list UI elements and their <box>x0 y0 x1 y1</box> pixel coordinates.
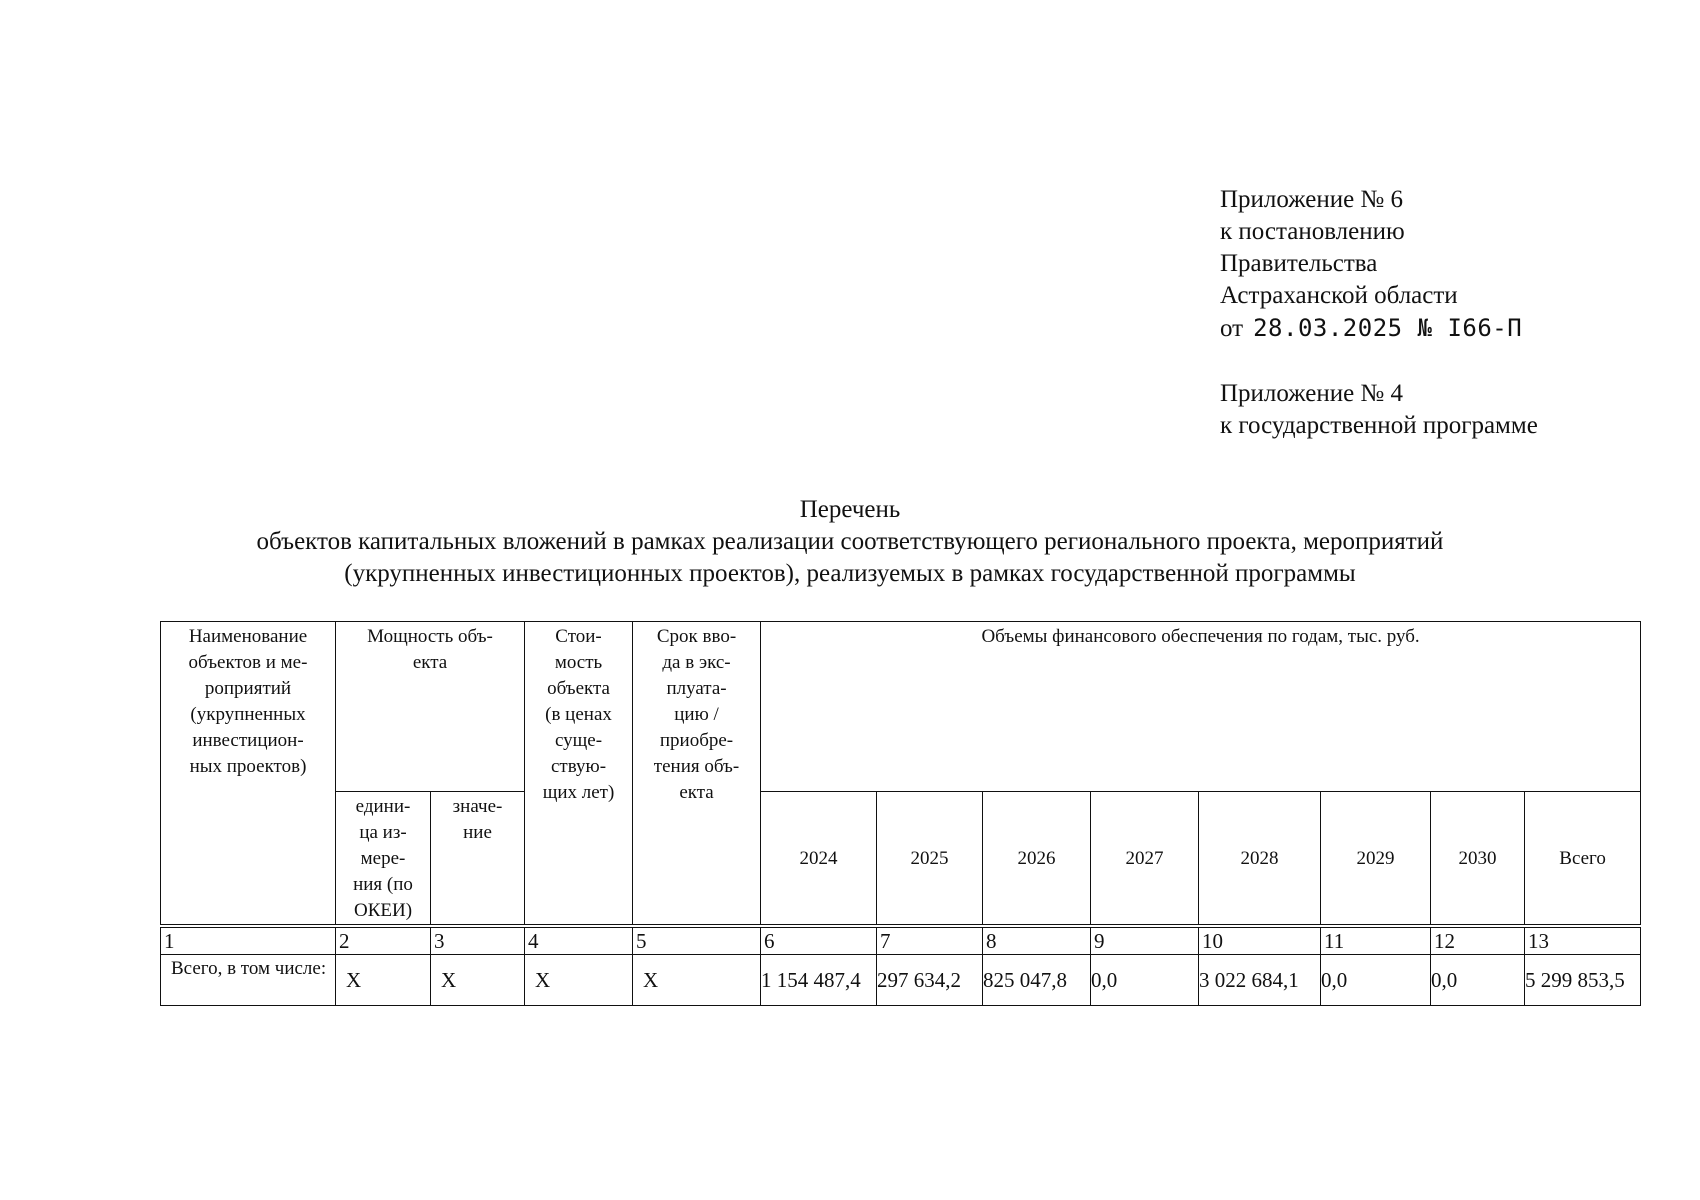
column-number: 12 <box>1431 928 1525 955</box>
header-name-line: (укрупненных <box>190 704 306 725</box>
header-year-2029: 2029 <box>1321 792 1431 925</box>
header-term-line: плуата- <box>666 678 727 699</box>
header-cost-line: (в ценах <box>545 704 612 725</box>
header-unit-cell <box>336 792 431 925</box>
annex-4-heading <box>1220 378 1538 442</box>
header-unit-line: ца из- <box>359 822 407 843</box>
table-header <box>160 621 1641 925</box>
title-line-3: (укрупненных инвестиционных проектов), реализуемых в рамках государственной программы <box>344 560 1356 587</box>
column-number: 10 <box>1199 928 1321 955</box>
column-number: 6 <box>761 928 877 955</box>
resolution-line: к постановлению <box>1220 218 1405 245</box>
program-line: к государственной программе <box>1220 412 1538 439</box>
column-number: 1 <box>161 928 336 955</box>
annex-6-line: Приложение № 6 <box>1220 186 1404 213</box>
header-year-2025: 2025 <box>877 792 983 925</box>
header-capacity-line: Мощность объ- <box>367 626 493 647</box>
header-value-line: значе- <box>452 796 503 817</box>
header-name-line: роприятий <box>204 678 292 699</box>
header-name-line: инвестицион- <box>192 730 304 751</box>
column-number: 4 <box>525 928 633 955</box>
total-2025: 297 634,2 <box>877 955 983 1006</box>
total-all-years: 5 299 853,5 <box>1525 955 1641 1006</box>
annex-6-heading <box>1220 184 1522 345</box>
header-cost-line: суще- <box>554 730 603 751</box>
header-term-line: цию / <box>674 704 719 725</box>
column-number: 11 <box>1321 928 1431 955</box>
government-line: Правительства <box>1220 250 1378 277</box>
header-cost-cell <box>525 622 633 925</box>
table-body <box>160 927 1641 1006</box>
header-cost-line: щих лет) <box>542 782 615 803</box>
header-term-line: Срок вво- <box>656 626 737 647</box>
header-funding-cell: Объемы финансового обеспечения по годам, тыс. руб. <box>761 622 1641 792</box>
column-number: 7 <box>877 928 983 955</box>
date-prefix: от <box>1220 315 1244 342</box>
column-number: 8 <box>983 928 1091 955</box>
total-capacity-value: X <box>431 955 525 1006</box>
total-term: X <box>633 955 761 1006</box>
header-term-cell <box>633 622 761 925</box>
header-unit-line: ОКЕИ) <box>353 900 413 921</box>
column-number: 3 <box>431 928 525 955</box>
total-row <box>161 955 1641 1006</box>
header-term-line: екта <box>679 782 714 803</box>
header-name-cell <box>161 622 336 925</box>
header-cost-line: ствую- <box>550 756 607 777</box>
header-unit-line: мере- <box>360 848 406 869</box>
header-year-2027: 2027 <box>1091 792 1199 925</box>
column-number: 13 <box>1525 928 1641 955</box>
annex-4-line: Приложение № 4 <box>1220 380 1404 407</box>
header-term-line: да в экс- <box>662 652 731 673</box>
header-value-line: ние <box>463 822 492 843</box>
total-2029: 0,0 <box>1321 955 1431 1006</box>
date-stamp: 28.03.2025 № I66-П <box>1253 314 1523 342</box>
header-cost-line: мость <box>554 652 603 673</box>
header-year-2028: 2028 <box>1199 792 1321 925</box>
header-term-line: приобре- <box>659 730 734 751</box>
header-name-line: ных проектов) <box>189 756 307 777</box>
total-2026: 825 047,8 <box>983 955 1091 1006</box>
header-capacity-cell <box>336 622 525 792</box>
header-total: Всего <box>1525 792 1641 925</box>
header-year-2030: 2030 <box>1431 792 1525 925</box>
column-number-row <box>161 928 1641 955</box>
header-name-line: Наименование <box>188 626 308 647</box>
header-unit-line: ния (по <box>353 874 413 895</box>
total-2027: 0,0 <box>1091 955 1199 1006</box>
date-line <box>1220 312 1522 345</box>
region-line: Астраханской области <box>1220 282 1458 309</box>
header-value-cell <box>431 792 525 925</box>
column-number: 2 <box>336 928 431 955</box>
total-capacity-unit: X <box>336 955 431 1006</box>
title-line-1: Перечень <box>799 496 901 523</box>
header-year-2026: 2026 <box>983 792 1091 925</box>
header-unit-line: едини- <box>355 796 411 817</box>
column-number: 5 <box>633 928 761 955</box>
header-year-2024: 2024 <box>761 792 877 925</box>
total-cost: X <box>525 955 633 1006</box>
title-line-2: объектов капитальных вложений в рамках реализации соответствующего регионального проекта, мероприятий <box>256 528 1444 555</box>
header-name-line: объектов и ме- <box>188 652 308 673</box>
total-2028: 3 022 684,1 <box>1199 955 1321 1006</box>
header-cost-line: Стои- <box>555 626 602 647</box>
document-title <box>100 494 1600 590</box>
total-2024: 1 154 487,4 <box>761 955 877 1006</box>
column-number: 9 <box>1091 928 1199 955</box>
total-row-label: Всего, в том числе: <box>161 955 336 1006</box>
header-term-line: тения объ- <box>653 756 740 777</box>
header-capacity-line: екта <box>412 652 448 673</box>
header-cost-line: объекта <box>547 678 610 699</box>
total-2030: 0,0 <box>1431 955 1525 1006</box>
